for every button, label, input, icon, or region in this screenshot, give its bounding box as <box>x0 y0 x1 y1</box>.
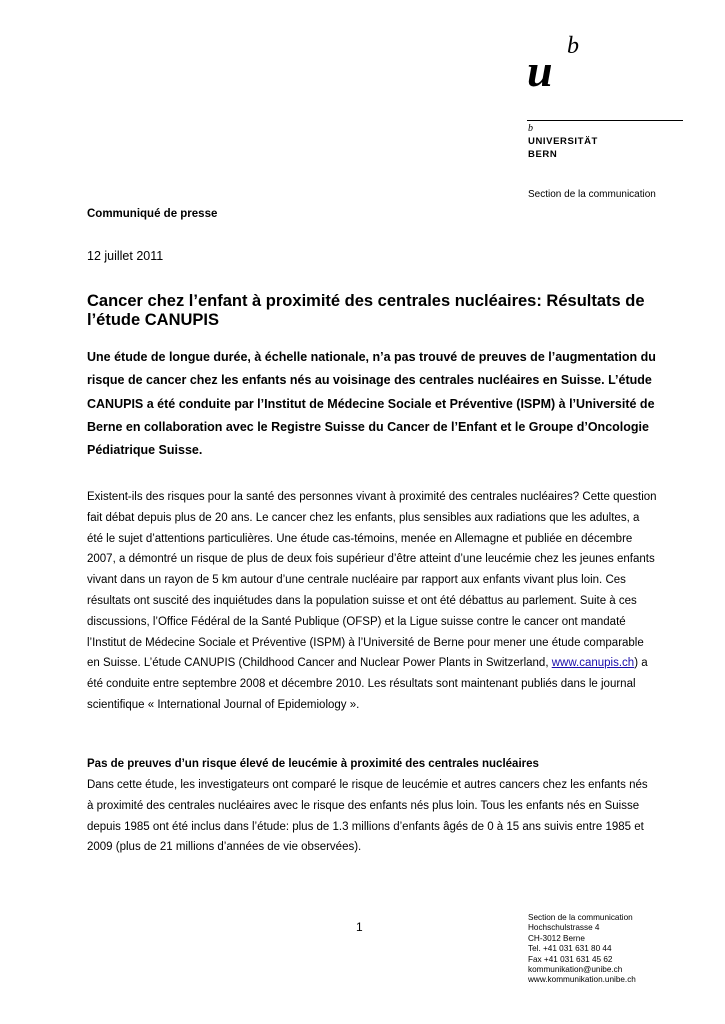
footer-line: CH-3012 Berne <box>528 933 585 943</box>
footer-line: Hochschulstrasse 4 <box>528 923 600 933</box>
footer-line: Section de la communication <box>528 913 633 922</box>
footer-line: Tel. +41 031 631 80 44 <box>528 944 612 954</box>
logo-universitat: UNIVERSITÄT <box>528 136 598 147</box>
logo-divider <box>527 120 683 121</box>
footer-website[interactable]: www.kommunikation.unibe.ch <box>528 975 636 985</box>
body-paragraph-1 <box>87 487 657 716</box>
body-paragraph-1-text: Existent-ils des risques pour la santé des personnes vivant à proximité des centrales nucléaires? Cette question fait débat depuis plus de 20 ans. Le cancer chez les enfants, plus sensibles aux radiations que les adultes, a été le sujet d’attentions particulières. Une étude cas-témoins, menée en Allemagne et publiée en décembre 2007, a démontré un risque de plus de deux fois supérieur d’être atteint d’une leucémie chez les jeunes enfants vivant dans un rayon de 5 km autour d’une centrale nucléaire par rapport aux enfants vivant plus loin. Ces résultats ont suscité des inquiétudes dans la population suisse et ont été débattus au parlement. Suite à ces discussions, l’Office Fédéral de la Santé Publique (OFSP) et la Ligue suisse contre le cancer ont mandaté l’Institut de Médecine Sociale et Préventive (ISPM) à l’Université de Berne pour mener une étude comparable en Suisse. L’étude CANUPIS (Childhood Cancer and Nuclear Power Plants in Switzerland, <box>87 491 657 670</box>
body-paragraph-2 <box>87 775 657 858</box>
document-date: 12 juillet 2011 <box>87 249 164 263</box>
logo-bern: BERN <box>528 149 558 160</box>
document-title: Cancer chez l’enfant à proximité des centrales nucléaires: Résultats de l’étude CANUPIS <box>87 292 645 329</box>
footer-address <box>528 913 636 986</box>
press-release-label: Communiqué de presse <box>87 208 218 220</box>
logo-b-small: b <box>528 123 533 134</box>
header-section: Section de la communication <box>528 189 656 200</box>
body-paragraph-1-text-end: ) a été conduite entre septembre 2008 et décembre 2010. Les résultats sont maintenant publiés dans le journal scientifique « International Journal of Epidemiology ». <box>87 657 648 711</box>
logo-u: u <box>527 45 553 96</box>
lead-paragraph: Une étude de longue durée, à échelle nationale, n’a pas trouvé de preuves de l’augmentation du risque de cancer chez les enfants nés au voisinage des centrales nucléaires en Suisse. L’étude CANUPIS a été conduite par l’Institut de Médecine Sociale et Préventive (ISPM) à l’Université de Berne en collaboration avec le Registre Suisse du Cancer de l’Enfant et le Groupe d’Oncologie Pédiatrique Suisse. <box>87 350 656 458</box>
footer-email[interactable]: kommunikation@unibe.ch <box>528 965 623 975</box>
logo-b-superscript: b <box>567 33 579 59</box>
footer-line: Fax +41 031 631 45 62 <box>528 954 613 964</box>
section-subheading: Pas de preuves d’un risque élevé de leucémie à proximité des centrales nucléaires <box>87 758 539 770</box>
page-number: 1 <box>356 920 363 934</box>
canupis-link[interactable]: www.canupis.ch <box>551 657 635 670</box>
body-paragraph-2-text: Dans cette étude, les investigateurs ont comparé le risque de leucémie et autres cancers chez les enfants nés à proximité des centrales nucléaires avec le risque des enfants nés plus loin. Tous les enfants nés en Suisse depuis 1985 ont été inclus dans l’étude: plus de 1.3 millions d’enfants âgés de 0 à 15 ans suivis entre 1985 et 2009 (plus de 21 millions d’années de vie observées). <box>87 779 648 854</box>
